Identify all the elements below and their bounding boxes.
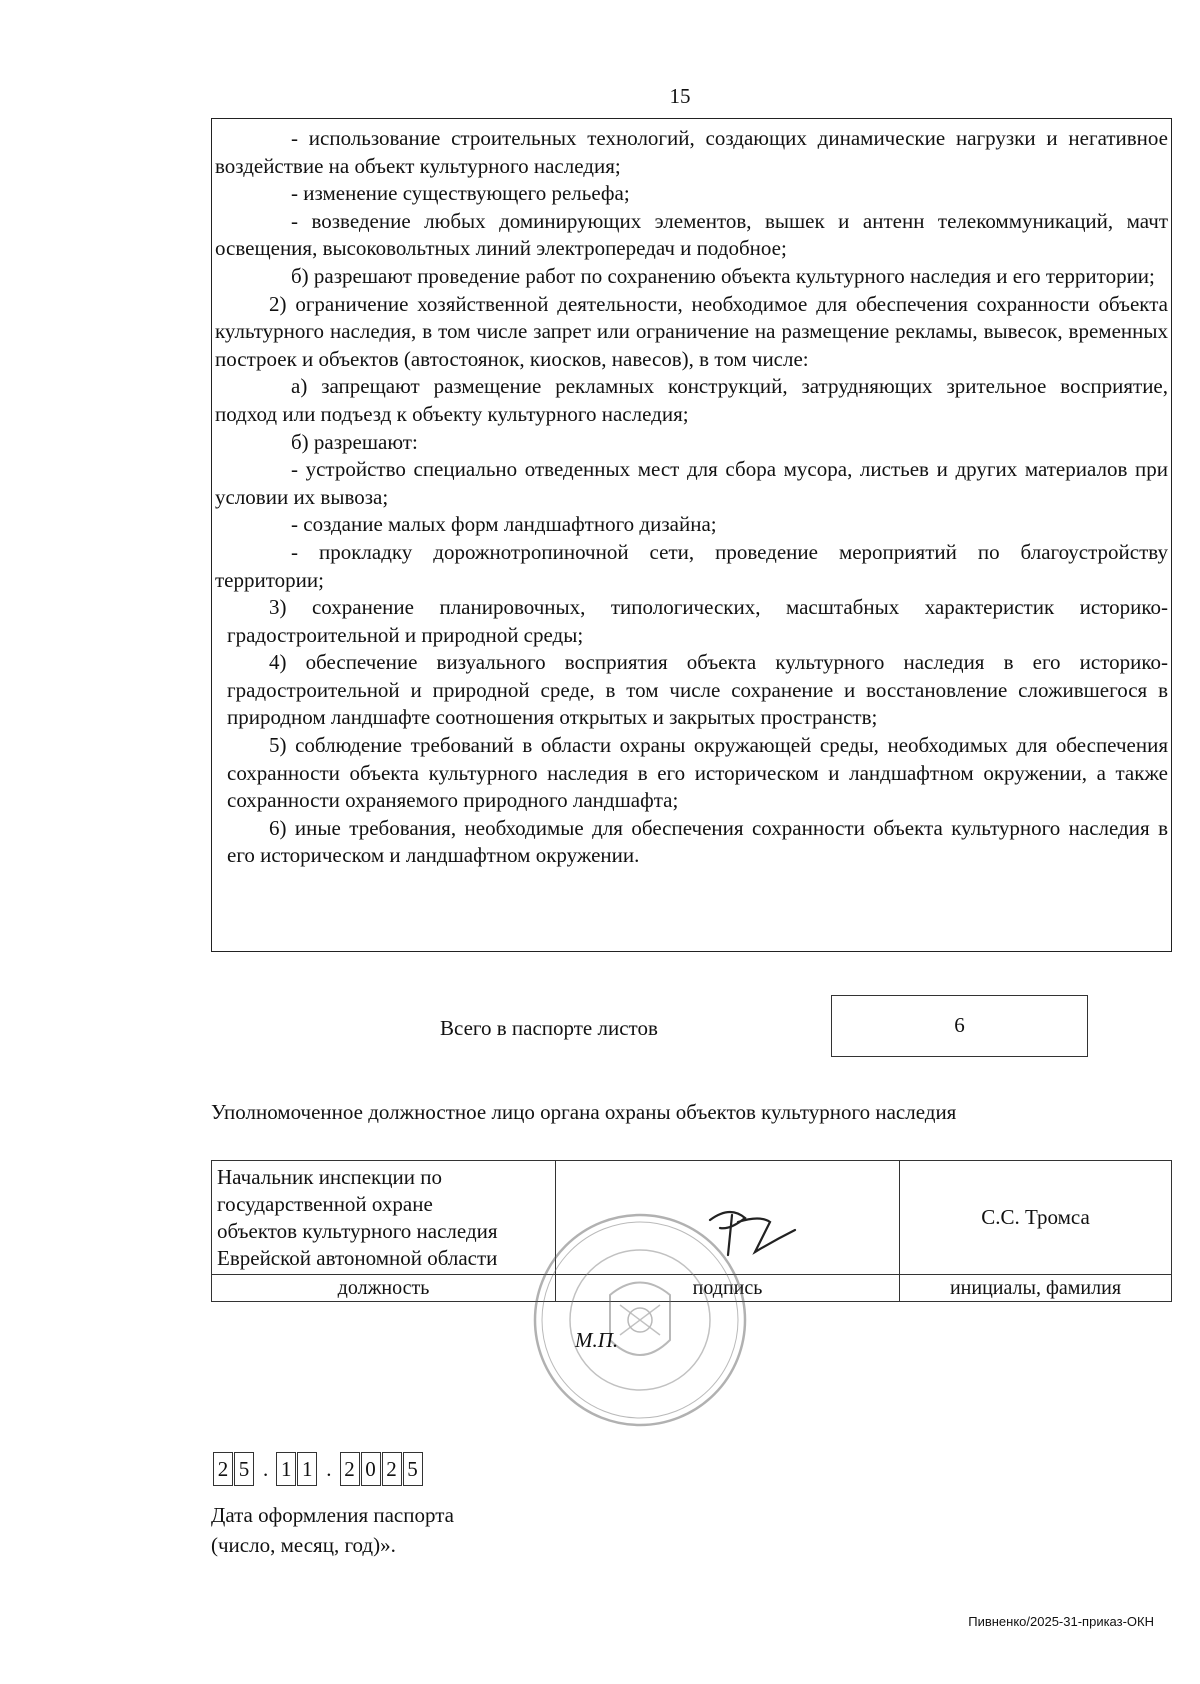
footer-document-code: Пивненко/2025-31-приказ-ОКН xyxy=(968,1614,1154,1629)
header-position: должность xyxy=(212,1275,556,1302)
date-digit: 5 xyxy=(403,1452,423,1486)
date-digit: 5 xyxy=(234,1452,254,1486)
date-separator: . xyxy=(263,1457,269,1481)
seal-label: М.П. xyxy=(575,1328,619,1352)
page-number: 15 xyxy=(669,84,691,108)
date-boxes xyxy=(213,1452,424,1486)
date-caption xyxy=(211,1500,454,1560)
paragraph: б) разрешают проведение работ по сохранению объекта культурного наследия и его территории; xyxy=(291,263,1155,288)
handwritten-signature xyxy=(700,1200,810,1270)
paragraph: - использование строительных технологий, создающих динамические нагрузки и негативное воздействие на объект культурного наследия; xyxy=(215,126,1168,178)
paragraph: 3) сохранение планировочных, типологических, масштабных характеристик историко-градостроительной и природной среды; xyxy=(227,595,1168,647)
date-digit: 2 xyxy=(382,1452,402,1486)
paragraph: - изменение существующего рельефа; xyxy=(291,181,630,206)
date-caption-line: (число, месяц, год)». xyxy=(211,1533,396,1557)
paragraph: - создание малых форм ландшафтного дизайна; xyxy=(291,512,717,537)
date-separator: . xyxy=(326,1457,332,1481)
header-name: инициалы, фамилия xyxy=(900,1275,1172,1302)
date-digit: 2 xyxy=(213,1452,233,1486)
paragraph: б) разрешают: xyxy=(291,429,418,454)
total-sheets-label: Всего в паспорте листов xyxy=(440,1016,658,1040)
header-signature: подпись xyxy=(556,1275,900,1302)
paragraph: 5) соблюдение требований в области охраны окружающей среды, необходимых для обеспечения сохранности объекта культурного наследия в его историческом и ландшафтном окружении, а также сохранности охраняемого природного ландшафта; xyxy=(227,733,1168,813)
date-digit: 2 xyxy=(340,1452,360,1486)
official-heading: Уполномоченное должностное лицо органа охраны объектов культурного наследия xyxy=(211,1100,957,1124)
paragraph: 2) ограничение хозяйственной деятельности, необходимое для обеспечения сохранности объекта культурного наследия, в том числе запрет или ограничение на размещение рекламы, вывесок, временных построек и объектов (автостоянок, киосков, навесов), в том числе: xyxy=(215,291,1168,371)
paragraph: 4) обеспечение визуального восприятия объекта культурного наследия в его историко-градостроительной и природной среде, в том числе сохранение и восстановление сложившегося в природном ландшафте соотношения открытых и закрытых пространств; xyxy=(227,650,1168,730)
position-cell: Начальник инспекции по государственной охране объектов культурного наследия Еврейской автономной области xyxy=(212,1161,556,1275)
paragraph: а) запрещают размещение рекламных конструкций, затрудняющих зрительное восприятие, подход или подъезд к объекту культурного наследия; xyxy=(215,374,1168,426)
paragraph: 6) иные требования, необходимые для обеспечения сохранности объекта культурного наследия в его историческом и ландшафтном окружении. xyxy=(227,815,1168,868)
date-digit: 0 xyxy=(361,1452,381,1486)
paragraph: - возведение любых доминирующих элементов, вышек и антенн телекоммуникаций, мачт освещения, высоковольтных линий электропередач и подобное; xyxy=(215,208,1168,261)
paragraph: - прокладку дорожнотропиночной сети, проведение мероприятий по благоустройству территории; xyxy=(215,539,1168,592)
date-caption-line: Дата оформления паспорта xyxy=(211,1503,454,1527)
date-digit: 1 xyxy=(297,1452,317,1486)
requirements-text-box xyxy=(211,118,1172,952)
date-digit: 1 xyxy=(276,1452,296,1486)
name-cell: С.С. Тромса xyxy=(900,1161,1172,1275)
paragraph: - устройство специально отведенных мест для сбора мусора, листьев и других материалов при условии их вывоза; xyxy=(215,457,1168,509)
total-sheets-value: 6 xyxy=(831,995,1088,1057)
